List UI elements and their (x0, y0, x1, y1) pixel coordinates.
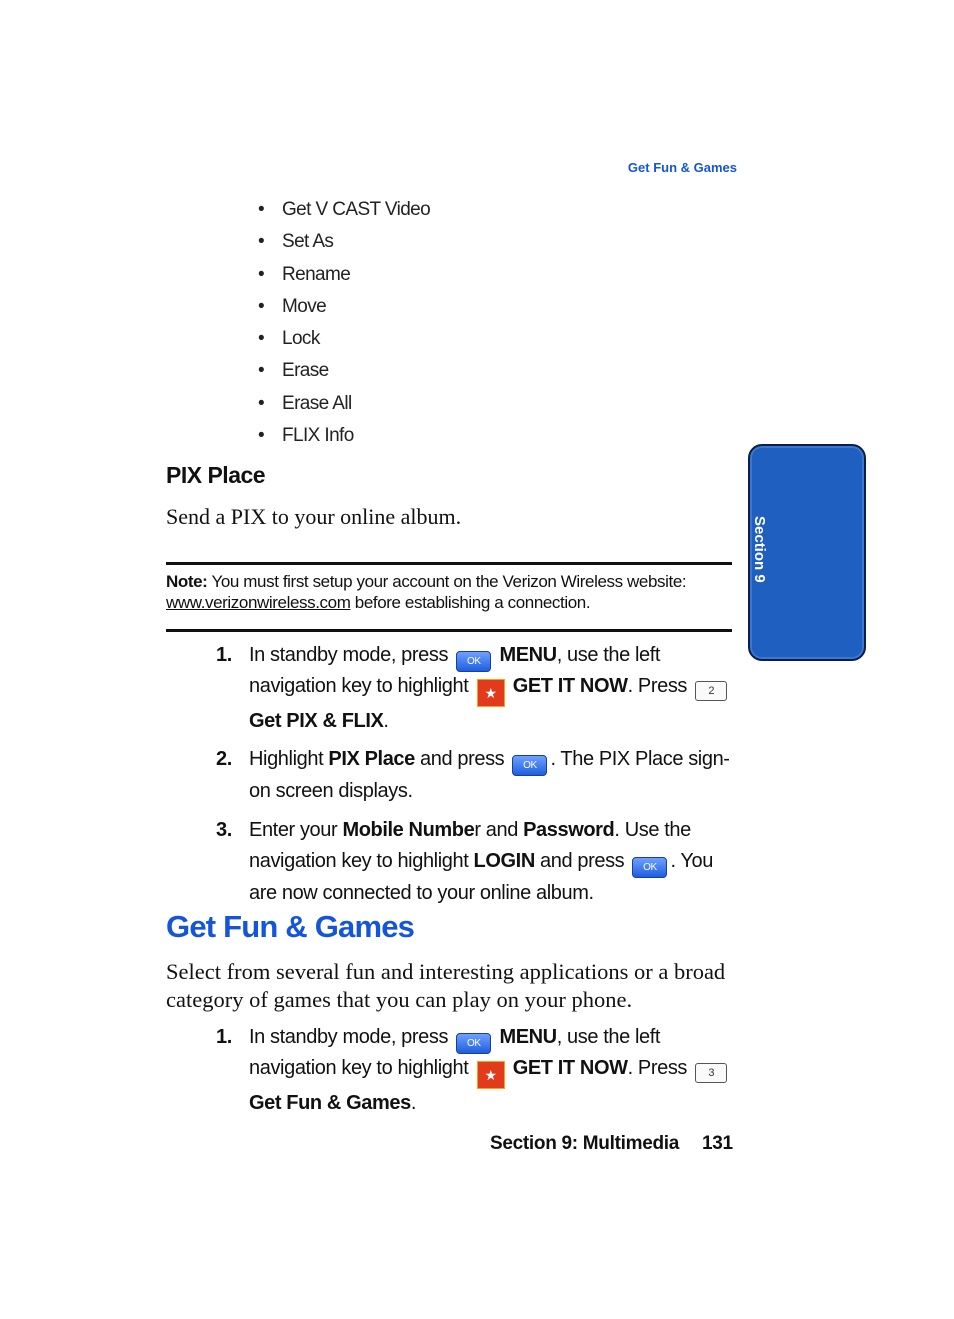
list-item: • Erase All (258, 392, 352, 414)
get-fun-games-heading: Get Fun & Games (166, 909, 415, 944)
step-text: In standby mode, press (249, 644, 449, 666)
section-tab-label: Section 9 (751, 516, 768, 583)
list-item-label: FLIX Info (282, 425, 354, 447)
step-text: . Press (627, 1057, 688, 1079)
footer-section: Section 9: Multimedia (490, 1133, 680, 1154)
pix-place-label: PIX Place (328, 748, 415, 770)
step-text: and press (420, 748, 505, 770)
ok-key-icon: OK (632, 857, 667, 878)
step-text: . (383, 710, 389, 732)
list-item-label: Rename (282, 263, 351, 285)
games-steps (216, 1023, 736, 1118)
step-text: r and (474, 819, 518, 841)
get-it-now-label: GET IT NOW (512, 1057, 628, 1079)
login-label: LOGIN (473, 850, 535, 872)
list-item-label: Erase All (282, 392, 352, 414)
step-number: 3. (216, 819, 232, 841)
list-item: • Lock (258, 328, 320, 350)
note-body: You must first setup your account on the Verizon Wireless website: (211, 572, 687, 591)
menu-label: MENU (499, 644, 557, 666)
options-list (258, 196, 430, 454)
running-head: Get Fun & Games (627, 160, 737, 175)
step-text: navigation key to highlight (249, 1057, 469, 1079)
list-item: • Set As (258, 231, 334, 253)
step-text: . You are now connected to your online album. (249, 850, 713, 904)
step-text: and press (540, 850, 625, 872)
menu-label: MENU (499, 1026, 557, 1048)
password-label: Password (523, 819, 615, 841)
step-text: Enter your (249, 819, 338, 841)
key-3-icon: 3 (695, 1063, 727, 1083)
pix-steps (216, 641, 736, 909)
step-number: 2. (216, 748, 232, 770)
list-item-label: Get V CAST Video (282, 199, 431, 220)
note-text (166, 571, 732, 613)
step-number: 1. (216, 1026, 232, 1048)
step-text: . Use the navigation key to highlight (249, 819, 691, 872)
step-text: . (410, 1092, 416, 1114)
step-text: , use the left (556, 644, 661, 666)
list-item-label: Set As (282, 231, 334, 253)
list-item: • Move (258, 295, 327, 317)
step-text: . Press (627, 675, 688, 697)
get-it-now-icon: ★ (477, 679, 505, 707)
note-box (166, 562, 732, 632)
ok-key-icon: OK (512, 755, 547, 776)
pix-place-heading: PIX Place (166, 462, 266, 488)
list-item-label: Move (282, 295, 327, 317)
target-label: Get PIX & FLIX (249, 710, 384, 732)
step-text: . The PIX Place sign-on screen displays. (249, 748, 730, 802)
mobile-number-label: Mobile Numbe (342, 819, 475, 841)
get-fun-games-description: Select from several fun and interesting applications or a broad category of games that you can play on your phone. (166, 959, 726, 1012)
step-text: Highlight (249, 748, 324, 770)
list-item-label: Erase (282, 360, 329, 382)
ok-key-icon: OK (456, 1033, 491, 1054)
list-item: • Get V CAST Video (258, 199, 431, 220)
step-text: In standby mode, press (249, 1026, 449, 1048)
key-2-icon: 2 (695, 681, 727, 701)
section-tab (748, 444, 866, 661)
step-item (216, 815, 736, 909)
list-item-label: Lock (282, 328, 320, 350)
step-item (216, 1023, 736, 1118)
note-label: Note: (166, 572, 208, 591)
step-text: , use the left (556, 1026, 661, 1048)
list-item: • Erase (258, 360, 329, 382)
get-it-now-label: GET IT NOW (512, 675, 628, 697)
step-number: 1. (216, 644, 232, 666)
step-item (216, 641, 736, 736)
verizon-link[interactable]: www.verizonwireless.com (166, 593, 351, 612)
list-item: • FLIX Info (258, 425, 354, 447)
page-number: 131 (702, 1133, 733, 1154)
target-label: Get Fun & Games (249, 1092, 411, 1114)
step-item (216, 744, 736, 807)
ok-key-icon: OK (456, 651, 491, 672)
note-body-end: before establishing a connection. (354, 593, 591, 612)
list-item: • Rename (258, 263, 351, 285)
step-text: navigation key to highlight (249, 675, 469, 697)
pix-place-description: Send a PIX to your online album. (166, 504, 462, 529)
get-it-now-icon: ★ (477, 1061, 505, 1089)
